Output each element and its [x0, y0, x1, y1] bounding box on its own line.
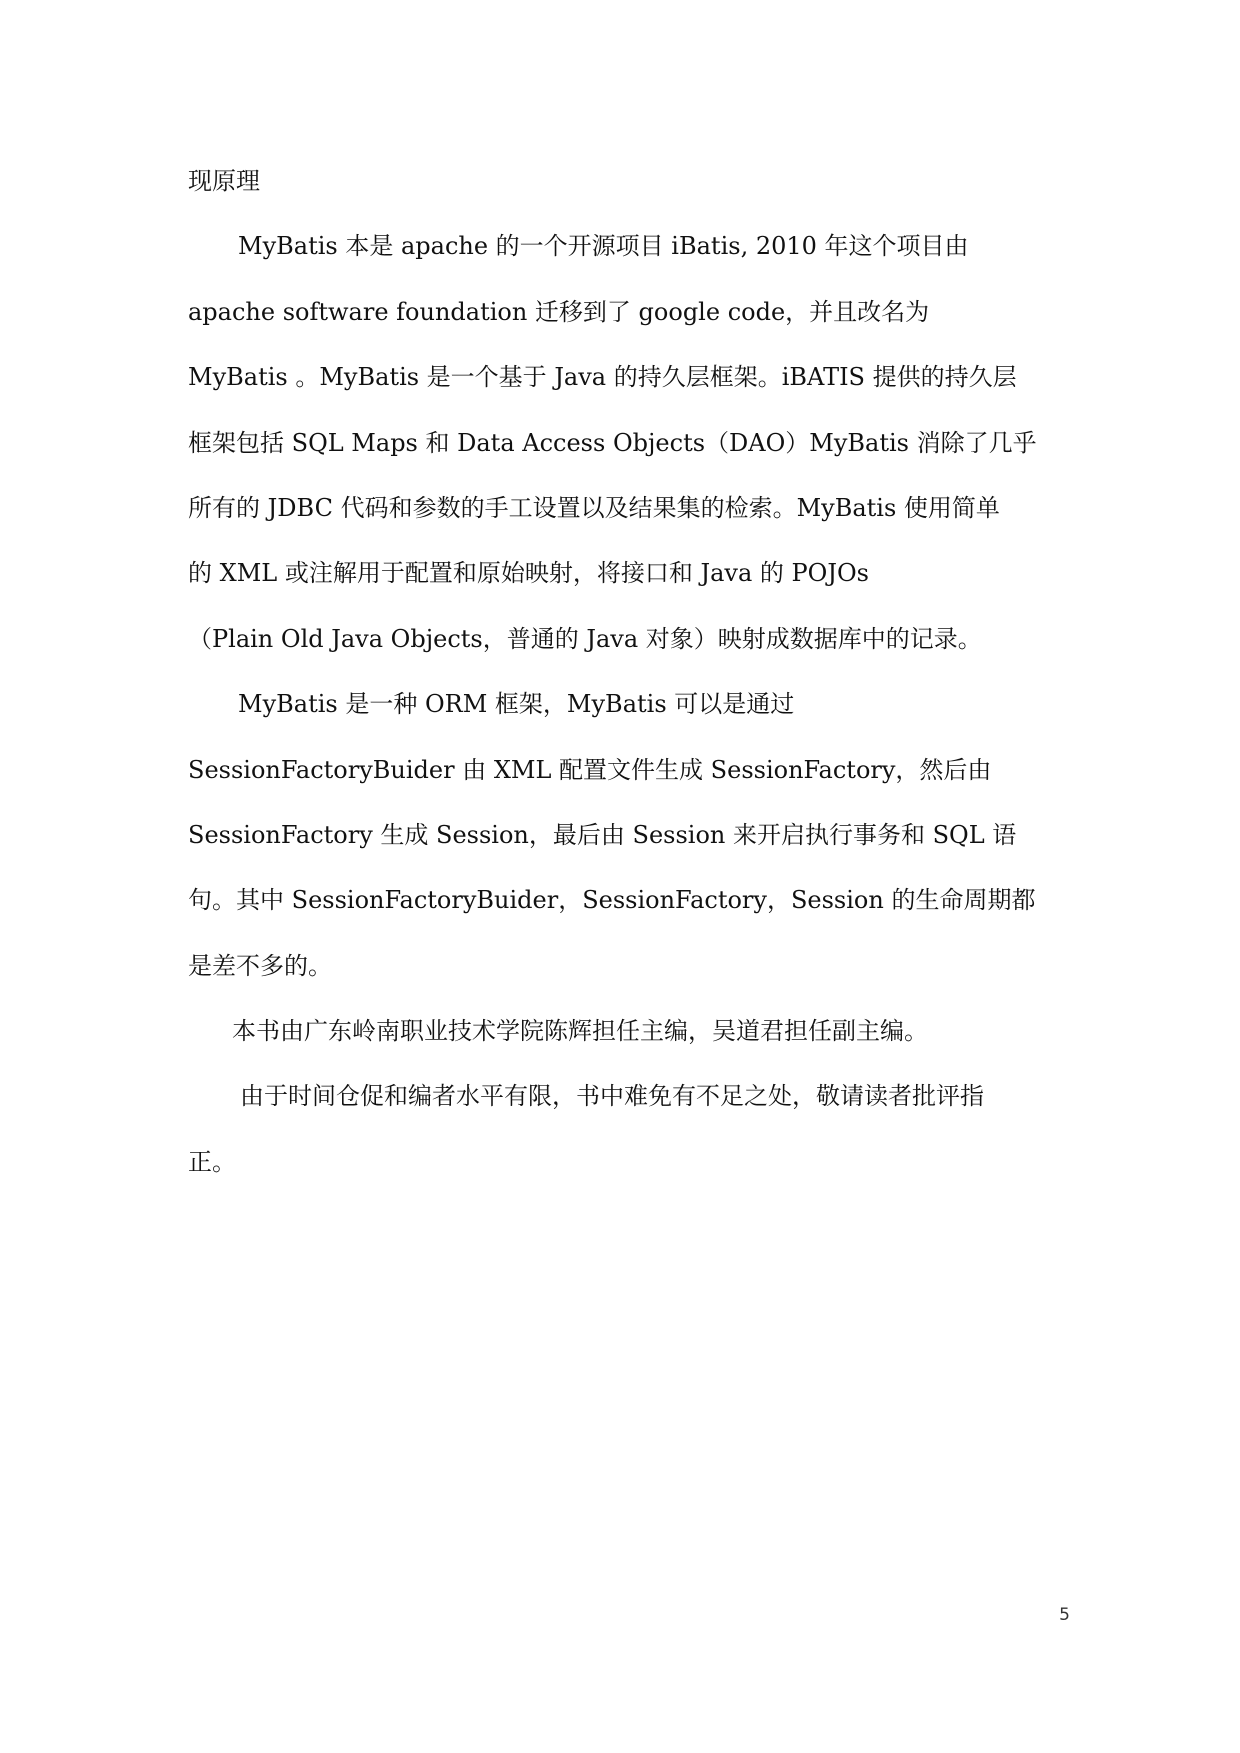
- text-line: （Plain Old Java Objects，普通的 Java 对象）映射成数据库中的记录。: [188, 624, 982, 653]
- text-line: MyBatis 是一种 ORM 框架，MyBatis 可以是通过: [238, 690, 795, 719]
- body-text: [188, 160, 1068, 1206]
- text-line: SessionFactory 生成 Session，最后由 Session 来开启执行事务和 SQL 语: [188, 820, 1017, 849]
- text-line: 本书由广东岭南职业技术学院陈辉担任主编，吴道君担任副主编。: [232, 1017, 928, 1046]
- text-line: 由于时间仓促和编者水平有限，书中难免有不足之处，敬请读者批评指: [240, 1082, 984, 1111]
- text-line: 是差不多的。: [188, 951, 332, 980]
- text-line: SessionFactoryBuider 由 XML 配置文件生成 SessionFactory，然后由: [188, 755, 992, 784]
- text-line: 句。其中 SessionFactoryBuider，SessionFactory，Session 的生命周期都: [188, 886, 1036, 915]
- text-line: 的 XML 或注解用于配置和原始映射，将接口和 Java 的 POJOs: [188, 559, 869, 588]
- text-line: 现原理: [188, 167, 260, 195]
- text-line: 正。: [188, 1147, 236, 1176]
- text-line: apache software foundation 迁移到了 google code，并且改名为: [188, 297, 930, 326]
- page-number: 5: [1059, 1605, 1070, 1625]
- text-line: 框架包括 SQL Maps 和 Data Access Objects（DAO）MyBatis 消除了几乎: [188, 428, 1037, 457]
- text-line: 所有的 JDBC 代码和参数的手工设置以及结果集的检索。MyBatis 使用简单: [188, 493, 1000, 522]
- text-line: MyBatis 。MyBatis 是一个基于 Java 的持久层框架。iBATIS 提供的持久层: [188, 363, 1017, 392]
- text-line: MyBatis 本是 apache 的一个开源项目 iBatis, 2010 年这个项目由: [238, 232, 969, 261]
